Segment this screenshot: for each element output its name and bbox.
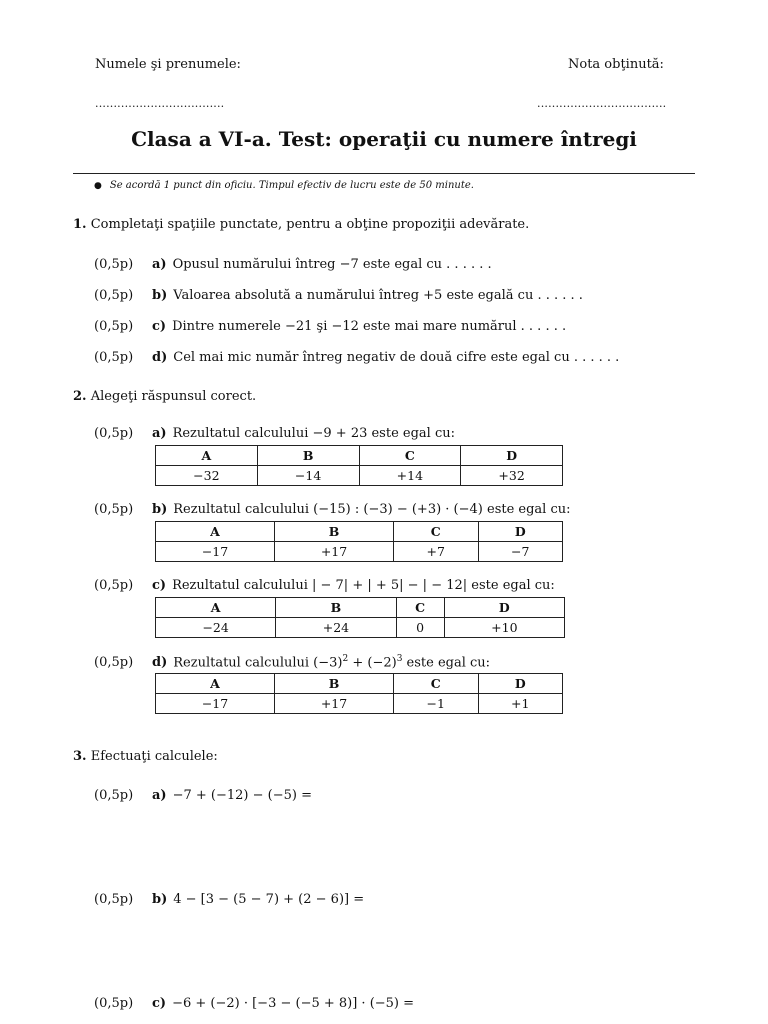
header-cell: C (394, 522, 478, 542)
option-b: +17 (275, 542, 394, 562)
option-d: +32 (461, 466, 563, 486)
points: (0,5p) (94, 502, 134, 517)
ex3-item-a (94, 788, 312, 803)
note-text: Se acordă 1 punct din oficiu. Timpul efectiv de lucru este de 50 minute. (109, 180, 474, 191)
note (94, 180, 474, 191)
option-b: +17 (275, 694, 394, 714)
divider (73, 173, 695, 174)
header-cell: A (156, 598, 276, 618)
exponent: 3 (396, 654, 403, 664)
header-cell: B (275, 522, 394, 542)
option-a: −32 (156, 466, 258, 486)
header-cell: A (156, 446, 258, 466)
item-text: Rezultatul calculului −9 + 23 este egal cu: (172, 426, 455, 441)
bullet-icon: ● (94, 181, 102, 191)
header-cell: D (478, 674, 563, 694)
option-b: +24 (276, 618, 396, 638)
name-label: Numele şi prenumele: (95, 57, 241, 72)
header-cell: A (156, 522, 275, 542)
grade-blank: ................................... (537, 97, 667, 110)
exercise-2-instruction: Alegeţi răspunsul corect. (90, 389, 257, 404)
header-cell: B (275, 674, 394, 694)
exercise-2-heading (73, 389, 256, 404)
points: (0,5p) (94, 257, 134, 272)
item-text: Valoarea absolută a numărului întreg +5 este egală cu . . . . . . (173, 288, 583, 303)
ex2-item-b (94, 502, 571, 517)
option-d: +1 (478, 694, 563, 714)
item-label: a) (152, 788, 167, 803)
exercise-2-number: 2. (73, 389, 87, 404)
points: (0,5p) (94, 350, 134, 365)
item-text: Opusul numărului întreg −7 este egal cu . . . . . . (172, 257, 492, 272)
page-title: Clasa a VI-a. Test: operaţii cu numere întregi (131, 127, 637, 151)
ex1-item-a (94, 257, 492, 272)
points: (0,5p) (94, 319, 134, 334)
ex2-item-a (94, 426, 455, 441)
item-label: c) (152, 578, 167, 593)
header-cell: C (359, 446, 461, 466)
exercise-3-instruction: Efectuaţi calculele: (90, 749, 218, 764)
item-text: Cel mai mic număr întreg negativ de două cifre este egal cu . . . . . . (173, 350, 620, 365)
header-cell: C (396, 598, 444, 618)
item-text: Rezultatul calculului (−15) : (−3) − (+3) · (−4) este egal cu: (173, 502, 571, 517)
exercise-3-number: 3. (73, 749, 87, 764)
ex2-item-d (94, 654, 490, 670)
option-c: −1 (394, 694, 478, 714)
item-text: Rezultatul calculului | − 7| + | + 5| − | − 12| este egal cu: (172, 578, 555, 593)
ex2-item-c (94, 578, 555, 593)
header-cell: D (461, 446, 563, 466)
item-label: d) (152, 655, 168, 671)
header-cell: D (444, 598, 564, 618)
item-text-pre: Rezultatul calculului (−3) (173, 655, 343, 671)
option-d: +10 (444, 618, 564, 638)
points: (0,5p) (94, 288, 134, 303)
option-c: +14 (359, 466, 461, 486)
option-a: −17 (156, 542, 275, 562)
option-b: −14 (257, 466, 359, 486)
header-cell: B (257, 446, 359, 466)
item-label: b) (152, 892, 168, 907)
answer-table-a (155, 445, 563, 486)
points: (0,5p) (94, 892, 134, 907)
item-text: Dintre numerele −21 şi −12 este mai mare numărul . . . . . . (172, 319, 567, 334)
item-text-mid: + (−2) (348, 655, 397, 671)
option-a: −24 (156, 618, 276, 638)
points: (0,5p) (94, 426, 134, 441)
exercise-1-instruction: Completaţi spaţiile punctate, pentru a obţine propoziţii adevărate. (90, 217, 530, 232)
option-a: −17 (156, 694, 275, 714)
ex3-item-c (94, 996, 414, 1011)
exercise-1-heading (73, 217, 529, 232)
ex3-item-b (94, 892, 364, 907)
item-label: a) (152, 257, 167, 272)
points: (0,5p) (94, 655, 134, 671)
header-cell: B (276, 598, 396, 618)
grade-label: Nota obţinută: (568, 57, 664, 72)
answer-table-c (155, 597, 565, 638)
item-text: −6 + (−2) · [−3 − (−5 + 8)] · (−5) = (172, 996, 415, 1011)
ex1-item-d (94, 350, 619, 365)
ex1-item-c (94, 319, 566, 334)
option-d: −7 (478, 542, 563, 562)
header-cell: C (394, 674, 478, 694)
option-c: 0 (396, 618, 444, 638)
points: (0,5p) (94, 788, 134, 803)
header-cell: A (156, 674, 275, 694)
answer-table-d (155, 673, 563, 714)
ex1-item-b (94, 288, 583, 303)
item-text: −7 + (−12) − (−5) = (172, 788, 312, 803)
item-label: a) (152, 426, 167, 441)
name-blank: ................................... (95, 97, 225, 110)
item-label: b) (152, 502, 168, 517)
item-label: c) (152, 996, 167, 1011)
points: (0,5p) (94, 578, 134, 593)
item-text-post: este egal cu: (402, 655, 491, 671)
item-label: d) (152, 350, 168, 365)
header-cell: D (478, 522, 563, 542)
item-label: c) (152, 319, 167, 334)
item-text: 4 − [3 − (5 − 7) + (2 − 6)] = (173, 892, 365, 907)
answer-table-b (155, 521, 563, 562)
exponent: 2 (342, 654, 349, 664)
item-label: b) (152, 288, 168, 303)
points: (0,5p) (94, 996, 134, 1011)
exercise-1-number: 1. (73, 217, 87, 232)
option-c: +7 (394, 542, 478, 562)
exercise-3-heading (73, 749, 218, 764)
